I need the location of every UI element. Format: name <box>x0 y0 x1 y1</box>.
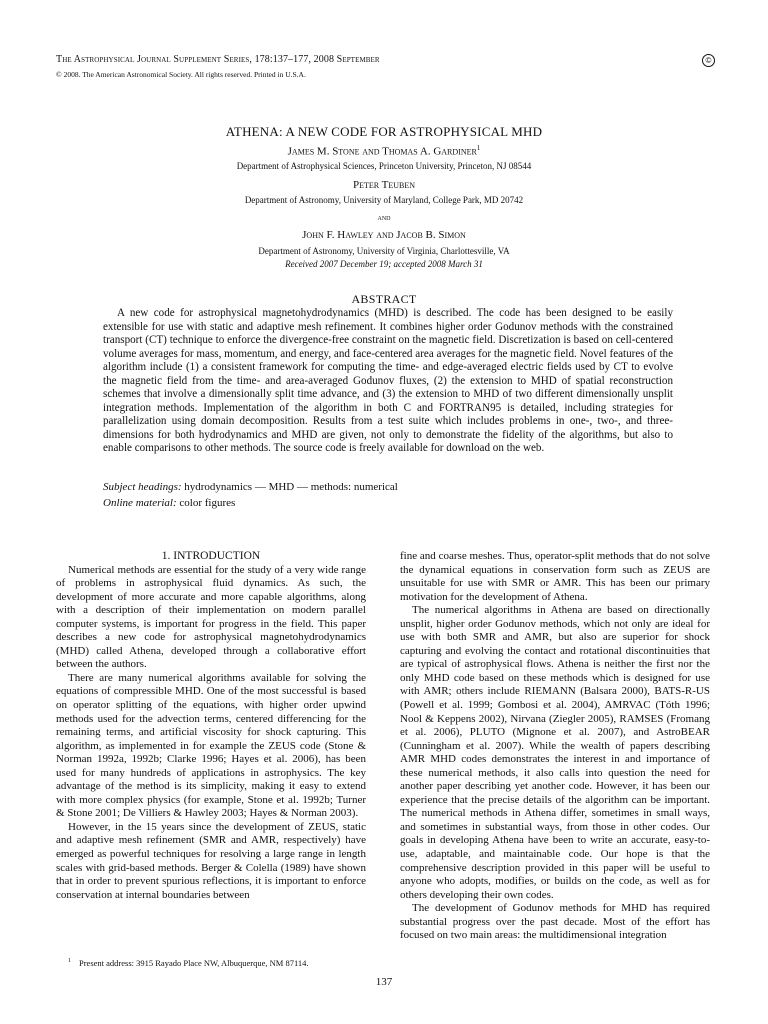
affiliation-2: Department of Astronomy, University of Maryland, College Park, MD 20742 <box>244 195 524 205</box>
paragraph: However, in the 15 years since the development of ZEUS, static and adaptive mesh refinement (SMR and AMR, respectively) have emerged as powerful techniques for resolving a large range in length scales with grid-based methods. Berger & Colella (1989) have shown that in order to prevent spurious reflections, it is important to enforce conservation at internal boundaries between <box>56 820 366 901</box>
subject-headings-value: hydrodynamics — MHD — methods: numerical <box>184 481 398 493</box>
paragraph: The numerical algorithms in Athena are based on directionally unsplit, higher order Godunov methods, which not only are ideal for use with both SMR and AMR, but also are superior for shock capturing and evolving the contact and rotational discontinuities that are typical of astrophysical flows. Athena is neither the first nor the only MHD code based on these methods which is designed for use with AMR; others include RIEMANN (Balsara 2000), BATS-R-US (Powell et al. 1999; Gombosi et al. 2004), AMRVAC (Tóth 1996; Nool & Keppens 2002), Nirvana (Ziegler 2005), RAMSES (Fromang et al. 2006), PLUTO (Mignone et al. 2007), and AstroBEAR (Cunningham et al. 2007). While the wealth of papers describing AMR MHD codes demonstrates the interest in and importance of these numerical methods, it also calls into question the need for another paper describing yet another code. However, it has been our experience that the precise details of the algorithm can be important. The numerical methods in Athena differ, sometimes in small ways, and sometimes in substantial ways, from those in other codes. Our goals in developing Athena have been to write an accurate, easy-to-use, adaptable, and maintainable code. Our hope is that the comprehensive description provided in this paper will be useful to anyone who adopts, modifies, or builds on the code, as well as for others developing their own codes. <box>400 604 710 901</box>
copyright-icon: © <box>702 54 715 67</box>
footnote <box>68 958 309 968</box>
paragraph: Numerical methods are essential for the study of a very wide range of problems in astrophysical fluid dynamics. As such, the development of more accurate and more capable algorithms, along with a description of their implementation on modern parallel computer systems, is important for progress in the field. This paper describes a new code for astrophysical magnetohydrodynamics (MHD) called Athena, developed through a collaborative effort between the authors. <box>56 563 366 671</box>
online-material-value: color figures <box>179 497 236 509</box>
affiliation-3: Department of Astronomy, University of Virginia, Charlottesville, VA <box>258 246 510 256</box>
online-material <box>103 497 235 509</box>
copyright-line: © 2008. The American Astronomical Society. All rights reserved. Printed in U.S.A. <box>56 70 306 79</box>
section-heading: 1. INTRODUCTION <box>161 550 261 562</box>
subject-headings-label: Subject headings: <box>103 481 182 493</box>
and-separator: and <box>377 213 391 222</box>
abstract-text: A new code for astrophysical magnetohydrodynamics (MHD) is described. The code has been designed to be easily extensible for use with static and adaptive mesh refinement. It combines higher order Godunov methods with the constrained transport (CT) technique to enforce the divergence-free constraint on the magnetic field. Discretization is based on cell-centered volume averages for mass, momentum, and energy, and face-centered area averages for the magnetic field. Novel features of the algorithm include (1) a consistent framework for computing the time- and edge-averaged electric fields used by CT to evolve the magnetic field from the time- and area-averaged Godunov fluxes, (2) the extension to MHD of spatial reconstruction schemes that involve a dimensionally split time advance, and (3) the extension to MHD of two different dimensionally unsplit integration methods. Implementation of the algorithm in both C and FORTRAN95 is detailed, including strategies for parallelization using domain decomposition. Results from a test suite which includes problems in one-, two-, and three-dimensions for both hydrodynamics and MHD are given, not only to demonstrate the fidelity of the algorithms, but also to enable comparisons to other methods. The source code is freely available for download on the web. <box>103 307 673 454</box>
author-names-2: Peter Teuben <box>352 179 416 191</box>
paragraph: There are many numerical algorithms available for solving the equations of compressible MHD. One of the most successful is based on operator splitting of the equations, with higher order upwind methods used for the advection terms, centered differencing for the remaining terms, and artificial viscosity for shock capturing. This algorithm, as implemented in for example the ZEUS code (Stone & Norman 1992a, 1992b; Clarke 1996; Hayes et al. 2006), has been used for many hundreds of applications in astrophysics. The key advantage of the method is its simplicity, making it easy to extend with more complex physics (for example, Stone et al. 1992b; Turner & Stone 2001; De Villiers & Hawley 2003; Hayes & Norman 2003). <box>56 671 366 820</box>
journal-citation: The Astrophysical Journal Supplement Series, 178:137–177, 2008 September <box>56 54 380 65</box>
paragraph: The development of Godunov methods for MHD has required substantial progress over the past decade. Most of the effort has focused on two main areas: the multidimensional integration <box>400 902 710 942</box>
right-column <box>400 550 710 943</box>
left-column <box>56 550 366 902</box>
footnote-text: Present address: 3915 Rayado Place NW, Albuquerque, NM 87114. <box>79 958 309 968</box>
subject-headings <box>103 481 398 493</box>
affiliation-1: Department of Astrophysical Sciences, Princeton University, Princeton, NJ 08544 <box>236 161 532 171</box>
author-names-3: John F. Hawley and Jacob B. Simon <box>302 229 466 241</box>
paper-title: ATHENA: A NEW CODE FOR ASTROPHYSICAL MHD <box>225 124 543 139</box>
page-number: 137 <box>375 976 393 988</box>
received-dates: Received 2007 December 19; accepted 2008 March 31 <box>285 259 483 269</box>
paragraph: fine and coarse meshes. Thus, operator-split methods that do not solve the dynamical equations in conservation form such as ZEUS are unsuitable for use with SMR or AMR. This has been our primary motivation for the development of Athena. <box>400 550 710 603</box>
author-names-1: James M. Stone and Thomas A. Gardiner$^1$ <box>287 144 481 158</box>
abstract-heading: ABSTRACT <box>351 292 417 306</box>
online-material-label: Online material: <box>103 497 177 509</box>
footnote-mark: 1 <box>68 958 71 965</box>
